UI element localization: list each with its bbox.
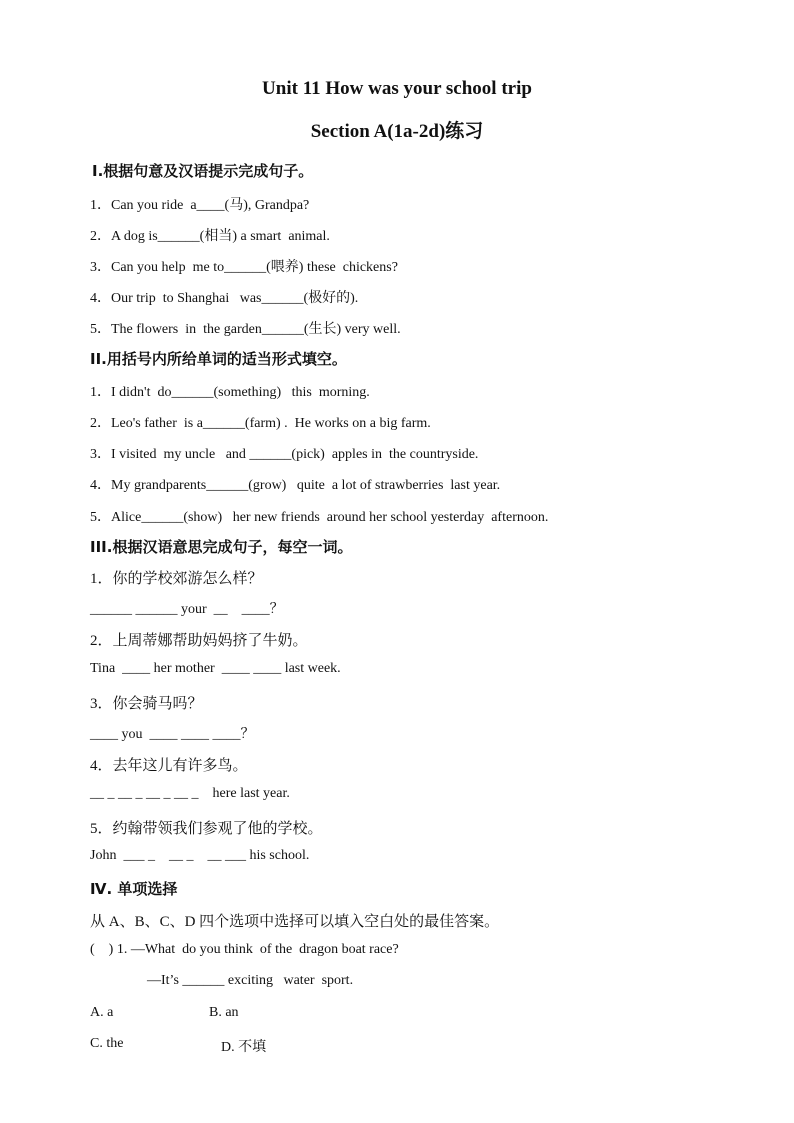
section2-item-2: 2．Leo's father is a______(farm) . He works on a big farm.	[90, 416, 431, 431]
section3-item-5-answer: John ___ _ __ _ __ ___ his school.	[90, 848, 310, 863]
option-d: D. 不填	[221, 1040, 267, 1055]
question-1-answer-line: —It’s ______ exciting water sport.	[147, 973, 354, 988]
section4-heading: Ⅳ. 单项选择	[90, 880, 178, 898]
section3-item-3-answer: ____ you ____ ____ ____？	[90, 727, 255, 742]
section3-item-2-answer: Tina ____ her mother ____ ____ last week.	[90, 661, 341, 676]
page-title: Unit 11 How was your school trip	[262, 78, 532, 99]
section3-item-3-chinese: 3．你会骑马吗？	[90, 696, 203, 712]
question-1: ( ) 1. —What do you think of the dragon boat race?	[90, 942, 399, 957]
section1-item-3: 3．Can you help me to______(喂养) these chickens?	[90, 260, 398, 275]
option-b: B. an	[209, 1005, 239, 1020]
section2-heading: II.用括号内所给单词的适当形式填空。	[90, 350, 347, 368]
section1-item-5: 5．The flowers in the garden______(生长) very well.	[90, 322, 401, 337]
section3-item-4-chinese: 4．去年这儿有许多鸟。	[90, 758, 248, 774]
section3-item-1-answer: ______ ______ your __ ____？	[90, 602, 284, 617]
section2-item-5: 5．Alice______(show) her new friends around her school yesterday afternoon.	[90, 510, 549, 525]
section3-item-1-chinese: 1．你的学校郊游怎么样？	[90, 571, 263, 587]
section3-item-2-chinese: 2．上周蒂娜帮助妈妈挤了牛奶。	[90, 633, 308, 649]
section1-heading: Ⅰ.根据句意及汉语提示完成句子。	[92, 162, 314, 180]
section2-item-1: 1．I didn't do______(something) this morning.	[90, 385, 370, 400]
section1-item-2: 2．A dog is______(相当) a smart animal.	[90, 229, 330, 244]
section4-instruction: 从 A、B、C、D 四个选项中选择可以填入空白处的最佳答案。	[90, 914, 500, 930]
section1-item-4: 4．Our trip to Shanghai was______(极好的).	[90, 291, 359, 306]
section2-item-3: 3．I visited my uncle and ______(pick) apples in the countryside.	[90, 447, 479, 462]
section1-item-1: 1．Can you ride a____(马), Grandpa?	[90, 198, 310, 213]
page-subtitle: Section A(1a-2d)练习	[310, 121, 484, 142]
option-a: A. a	[90, 1005, 114, 1020]
section2-item-4: 4．My grandparents______(grow) quite a lot of strawberries last year.	[90, 478, 501, 493]
section3-heading: III.根据汉语意思完成句子，每空一词。	[90, 538, 353, 556]
option-c: C. the	[90, 1036, 124, 1051]
section3-item-5-chinese: 5．约翰带领我们参观了他的学校。	[90, 821, 323, 837]
section3-item-4-answer: __ _ __ _ __ _ __ _ here last year.	[90, 786, 290, 801]
